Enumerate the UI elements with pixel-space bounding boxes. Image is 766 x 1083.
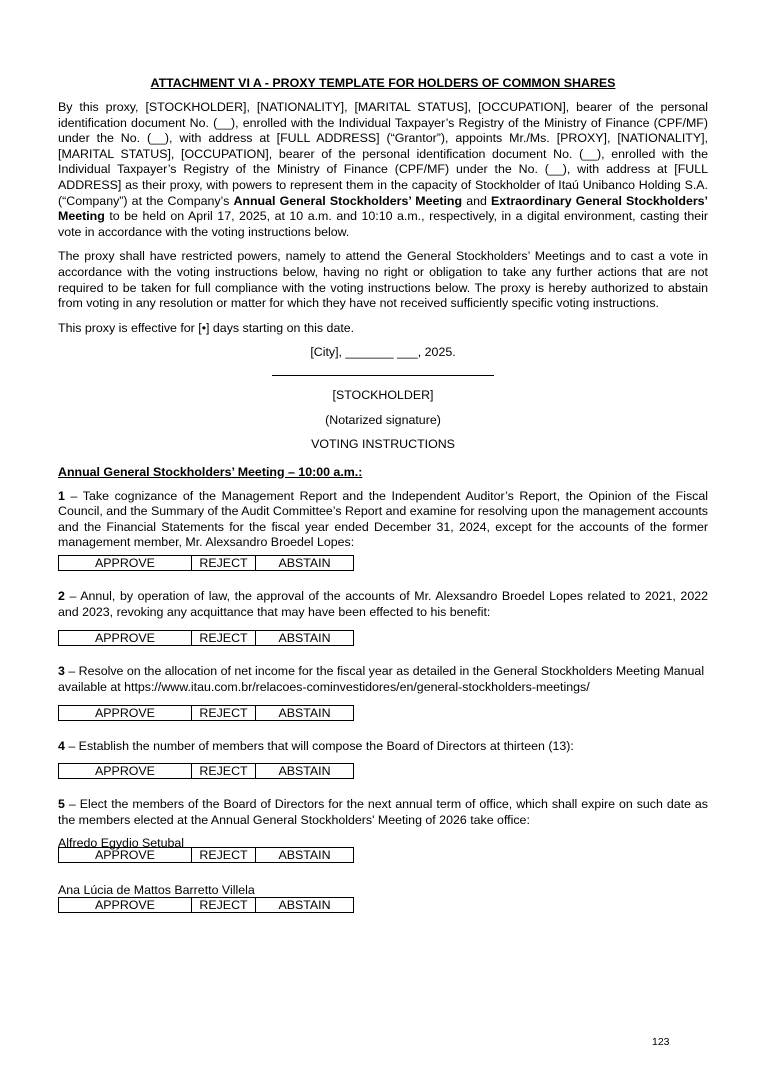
agenda-item-1 xyxy=(58,489,708,571)
item-text: 2 – Annul, by operation of law, the approval of the accounts of Mr. Alexsandro Broedel Lopes related to 2021, 2022 and 2023, revoking any acquittance that may have been effected to his benefit: xyxy=(58,589,708,619)
effective-paragraph: This proxy is effective for [•] days starting on this date. xyxy=(58,320,355,335)
nominee-name: Alfredo Egydio Setubal xyxy=(58,836,185,851)
approve-box[interactable]: APPROVE xyxy=(59,898,192,913)
item-text: 3 – Resolve on the allocation of net income for the fiscal year as detailed in the General Stockholders Meeting Manual available at https://www.itau.com.br/relacoes-cominvestidores/en/general-stockholders-meetings/ xyxy=(58,664,705,694)
item-text: 4 – Establish the number of members that will compose the Board of Directors at thirteen (13): xyxy=(58,739,574,754)
agenda-item-2 xyxy=(58,589,708,646)
reject-box[interactable]: REJECT xyxy=(192,631,256,646)
approve-box[interactable]: APPROVE xyxy=(59,706,192,721)
restricted-powers-paragraph: The proxy shall have restricted powers, namely to attend the General Stockholders’ Meetings and to cast a vote in accordance with the voting instructions below, having no right or obligation to take any further actions that are not required to be taken for full compliance with the voting instructions below. The proxy is hereby authorized to abstain from voting in any resolution or matter for which they have not received sufficiently specific voting instructions. xyxy=(58,249,708,311)
abstain-box[interactable]: ABSTAIN xyxy=(256,764,354,779)
vote-table-4 xyxy=(58,763,354,779)
annual-meeting-bold: Annual General Stockholders’ Meeting xyxy=(233,193,463,208)
item-text: 5 – Elect the members of the Board of Directors for the next annual term of office, which shall expire on such date as the members elected at the Annual General Stockholders' Meeting of 2026 take office: xyxy=(58,797,708,827)
reject-box[interactable]: REJECT xyxy=(192,847,256,862)
reject-box[interactable]: REJECT xyxy=(192,556,256,571)
section-heading: Annual General Stockholders’ Meeting – 10:00 a.m.: xyxy=(58,464,363,479)
nominee-name: Ana Lúcia de Mattos Barretto Villela xyxy=(58,882,255,897)
agenda-item-4 xyxy=(58,739,708,779)
document-page xyxy=(58,70,708,913)
stockholder-label: [STOCKHOLDER] xyxy=(332,387,434,402)
notarized-label: (Notarized signature) xyxy=(325,412,441,427)
abstain-box[interactable]: ABSTAIN xyxy=(256,631,354,646)
approve-box[interactable]: APPROVE xyxy=(59,556,192,571)
agenda-item-3 xyxy=(58,664,708,721)
date-line: [City], _______ ___, 2025. xyxy=(310,345,456,360)
page-number: 123 xyxy=(652,1036,670,1048)
page-title: ATTACHMENT VI A - PROXY TEMPLATE FOR HOLDERS OF COMMON SHARES xyxy=(150,76,616,90)
vote-table-1 xyxy=(58,555,354,571)
abstain-box[interactable]: ABSTAIN xyxy=(256,847,354,862)
approve-box[interactable]: APPROVE xyxy=(59,631,192,646)
approve-box[interactable]: APPROVE xyxy=(59,847,192,862)
vote-table-2 xyxy=(58,630,354,646)
vote-table-nominee-2 xyxy=(58,897,354,913)
signature-line xyxy=(272,375,494,376)
abstain-box[interactable]: ABSTAIN xyxy=(256,898,354,913)
vote-table-3 xyxy=(58,705,354,721)
extraordinary-meeting-bold: Extraordinary General Stockholders’ Meeting xyxy=(58,193,708,224)
reject-box[interactable]: REJECT xyxy=(192,764,256,779)
voting-instructions-heading: VOTING INSTRUCTIONS xyxy=(311,437,455,452)
abstain-box[interactable]: ABSTAIN xyxy=(256,706,354,721)
reject-box[interactable]: REJECT xyxy=(192,706,256,721)
agenda-item-5 xyxy=(58,797,708,913)
reject-box[interactable]: REJECT xyxy=(192,898,256,913)
approve-box[interactable]: APPROVE xyxy=(59,764,192,779)
abstain-box[interactable]: ABSTAIN xyxy=(256,556,354,571)
item-text: 1 – Take cognizance of the Management Report and the Independent Auditor’s Report, the Opinion of the Fiscal Council, and the Summary of the Audit Committee’s Report and examine for resolving upon the management accounts and the Financial Statements for the fiscal year ended December 31, 2024, except for the accounts of the former management member, Mr. Alexsandro Broedel Lopes: xyxy=(58,488,708,550)
vote-table-nominee-1 xyxy=(58,847,354,863)
proxy-paragraph: By this proxy, [STOCKHOLDER], [NATIONALITY], [MARITAL STATUS], [OCCUPATION], bearer of the personal identification document No. (__), enrolled with the Individual Taxpayer’s Registry of the Ministry of Finance (CPF/MF) under the No. (__), with address at [FULL ADDRESS] (“Grantor”), appoints Mr./Ms. [PROXY], [NATIONALITY], [MARITAL STATUS], [OCCUPATION], bearer of the personal identification document No. (__), enrolled with the Individual Taxpayer’s Registry of the Ministry of Finance (CPF/MF) under the No. (__), with address at [FULL ADDRESS] as their proxy, with powers to represent them in the capacity of Stockholder of Itaú Unibanco Holding S.A. (“Company”) at the Company’s Annual General Stockholders’ Meeting and Extraordinary General Stockholders’ Meeting to be held on April 17, 2025, at 10 a.m. and 10:10 a.m., respectively, in a digital environment, casting their vote in accordance with the voting instructions below. xyxy=(58,100,708,239)
